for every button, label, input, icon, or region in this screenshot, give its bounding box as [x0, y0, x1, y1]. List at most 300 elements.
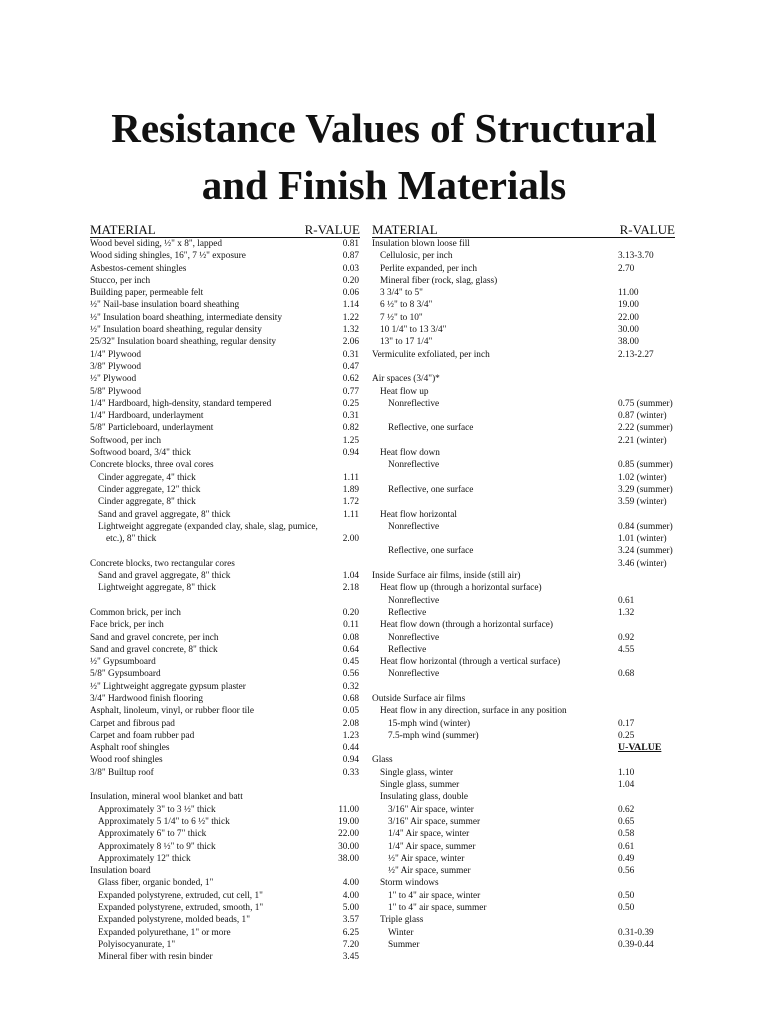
material-label: Perlite expanded, per inch: [380, 263, 478, 274]
r-value-cell: 0.49: [618, 853, 635, 864]
r-value-cell: 4.00: [342, 878, 359, 889]
table-row: [90, 927, 360, 939]
material-label: Asbestos-cement shingles: [90, 263, 187, 274]
table-row: [372, 804, 675, 816]
table-row: [90, 890, 360, 902]
material-label: 5/8" Plywood: [90, 386, 142, 397]
r-value-cell: 3.46 (winter): [618, 558, 667, 569]
material-label: Storm windows: [380, 878, 439, 889]
material-label: ½" Air space, winter: [388, 853, 465, 864]
material-label: Glass: [372, 755, 393, 766]
r-value-cell: 3.57: [342, 915, 359, 926]
material-label: 1/4" Plywood: [90, 349, 142, 360]
right-table: [372, 223, 675, 951]
table-row: [90, 668, 360, 680]
r-value-cell: 0.82: [342, 423, 359, 434]
material-label: 1/4" Air space, summer: [388, 841, 476, 852]
material-label: Approximately 5 1/4" to 6 ½" thick: [98, 816, 230, 827]
material-label: 3/8" Builtup roof: [90, 767, 154, 778]
r-value-cell: 1.11: [343, 472, 359, 483]
r-value-cell: 2.00: [342, 534, 359, 545]
table-row: [90, 693, 360, 705]
material-label: Expanded polystyrene, molded beads, 1": [98, 915, 250, 926]
material-label: Sand and gravel concrete, 8" thick: [90, 644, 218, 655]
r-value-cell: 2.06: [342, 337, 359, 348]
table-row: [372, 730, 675, 742]
table-row: [372, 791, 675, 803]
r-value-cell: 0.32: [342, 681, 359, 692]
table-row: [372, 582, 675, 594]
material-label: 3 3/4" to 5": [380, 288, 423, 299]
table-row: [372, 336, 675, 348]
r-value-cell: 0.20: [342, 607, 359, 618]
material-label: Insulating glass, double: [380, 792, 469, 803]
table-row: [372, 828, 675, 840]
table-row: [90, 804, 360, 816]
r-value-cell: 1.02 (winter): [618, 472, 667, 483]
r-value-cell: 3.24 (summer): [618, 546, 673, 557]
table-row: [372, 656, 675, 668]
r-value-cell: 11.00: [338, 804, 359, 815]
material-label: Reflective, one surface: [388, 546, 474, 557]
table-row: [90, 250, 360, 262]
material-label: Insulation blown loose fill: [372, 239, 470, 249]
material-label: 15-mph wind (winter): [388, 718, 471, 729]
r-value-cell: 0.61: [618, 595, 635, 606]
material-label: Heat flow up (through a horizontal surface): [380, 583, 542, 594]
r-value-cell: 19.00: [618, 300, 639, 311]
r-value-cell: 0.87 (winter): [618, 411, 667, 422]
table-row: [372, 914, 675, 926]
table-row: [372, 619, 675, 631]
table-row: [90, 509, 360, 521]
material-label: ½" Insulation board sheathing, regular density: [90, 325, 262, 336]
material-label: Carpet and fibrous pad: [90, 718, 175, 729]
table-row: [372, 275, 675, 287]
table-row: [372, 250, 675, 262]
table-row: [90, 238, 360, 250]
r-value-cell: 2.70: [618, 263, 635, 274]
table-row: [372, 398, 675, 410]
material-label: Concrete blocks, two rectangular cores: [90, 558, 235, 569]
r-value-cell: 1.22: [342, 312, 359, 323]
table-row: [372, 447, 675, 459]
table-row: [90, 742, 360, 754]
material-label: Sand and gravel aggregate, 8" thick: [98, 571, 231, 582]
material-label: Reflective, one surface: [388, 423, 474, 434]
material-label: Heat flow down: [380, 448, 440, 459]
material-label: Cellulosic, per inch: [380, 251, 453, 262]
r-value-cell: 0.05: [342, 706, 359, 717]
material-label: 1/4" Hardboard, underlayment: [90, 411, 204, 422]
table-row: [90, 422, 360, 434]
r-value-cell: 3.59 (winter): [618, 497, 667, 508]
r-value-cell: 0.81: [342, 239, 359, 249]
table-row: [90, 754, 360, 766]
material-label: Heat flow up: [380, 386, 429, 397]
r-value-cell: 0.25: [342, 398, 359, 409]
r-value-cell: 0.11: [343, 620, 359, 631]
table-row: [90, 718, 360, 730]
material-label: Lightweight aggregate, 8" thick: [98, 583, 216, 594]
r-value-cell: 0.31: [342, 411, 359, 422]
material-label: ½" Plywood: [90, 374, 137, 385]
r-value-cell: 0.56: [618, 866, 635, 877]
table-row: [90, 902, 360, 914]
table-row: [372, 361, 675, 373]
table-row: [90, 447, 360, 459]
material-label: Approximately 3" to 3 ½" thick: [98, 804, 216, 815]
table-row: [372, 521, 675, 533]
table-row: [90, 853, 360, 865]
r-value-cell: 2.08: [342, 718, 359, 729]
material-label: Reflective: [388, 644, 427, 655]
table-row: [90, 312, 360, 324]
r-value-cell: 2.21 (winter): [618, 435, 667, 446]
r-value-cell: 0.85 (summer): [618, 460, 673, 471]
material-label: Asphalt roof shingles: [90, 743, 170, 754]
material-label: 7.5-mph wind (summer): [388, 730, 479, 741]
material-label: Concrete blocks, three oval cores: [90, 460, 214, 471]
table-row: [372, 435, 675, 447]
table-row: [372, 238, 675, 250]
r-value-cell: 0.20: [342, 275, 359, 286]
table-row: [90, 275, 360, 287]
r-value-cell: 0.17: [618, 718, 635, 729]
r-value-cell: 0.94: [342, 755, 359, 766]
material-label: Single glass, summer: [380, 780, 460, 791]
r-value-cell: 0.92: [618, 632, 635, 643]
table-row: [372, 681, 675, 693]
table-row: [90, 816, 360, 828]
material-label: Heat flow horizontal (through a vertical surface): [380, 657, 561, 668]
r-value-cell: 5.00: [342, 903, 359, 914]
table-row: [372, 299, 675, 311]
table-row: [90, 791, 360, 803]
table-row: [372, 607, 675, 619]
r-value-cell: 1.11: [343, 509, 359, 520]
material-label: Expanded polystyrene, extruded, cut cell, 1": [98, 890, 263, 901]
material-label: 3/8" Plywood: [90, 361, 142, 372]
material-label: 7 ½" to 10": [380, 312, 423, 323]
material-label: Reflective: [388, 607, 427, 618]
material-label: 5/8" Particleboard, underlayment: [90, 423, 214, 434]
table-row: [90, 632, 360, 644]
r-value-cell: 0.68: [618, 669, 635, 680]
table-row: [372, 509, 675, 521]
r-value-cell: 1.04: [618, 780, 635, 791]
r-value-cell: 22.00: [338, 829, 359, 840]
table-row: [90, 595, 360, 607]
r-value-cell: 30.00: [338, 841, 359, 852]
left-table-header: [90, 223, 360, 238]
material-label: Wood siding shingles, 16", 7 ½" exposure: [90, 251, 246, 262]
material-column-header: MATERIAL: [90, 222, 156, 237]
table-row: [372, 644, 675, 656]
material-label: Wood roof shingles: [90, 755, 163, 766]
material-label: ½" Gypsumboard: [90, 657, 156, 668]
left-table-rows: [90, 238, 360, 964]
r-value-cell: 11.00: [618, 288, 639, 299]
material-label: 1" to 4" air space, summer: [388, 903, 487, 914]
right-table-header: [372, 223, 675, 238]
r-value-cell: 1.04: [342, 571, 359, 582]
r-value-cell: 30.00: [618, 325, 639, 336]
table-row: [90, 705, 360, 717]
r-value-cell: 3.45: [342, 952, 359, 963]
material-label: 25/32" Insulation board sheathing, regular density: [90, 337, 277, 348]
r-value-column-header: R-VALUE: [619, 222, 675, 237]
r-value-cell: 1.01 (winter): [618, 534, 667, 545]
table-row: [372, 779, 675, 791]
table-row: [372, 386, 675, 398]
r-value-cell: 2.22 (summer): [618, 423, 673, 434]
table-row: [372, 472, 675, 484]
table-row: [372, 533, 675, 545]
r-value-column-header: R-VALUE: [304, 222, 360, 237]
r-value-cell: 0.87: [342, 251, 359, 262]
table-row: [90, 299, 360, 311]
table-row: [90, 545, 360, 557]
r-value-cell: 0.47: [342, 361, 359, 372]
r-value-cell: 0.39-0.44: [618, 939, 654, 950]
table-row: [90, 459, 360, 471]
material-label: Triple glass: [380, 915, 424, 926]
r-value-cell: 0.75 (summer): [618, 398, 673, 409]
material-label: 10 1/4" to 13 3/4": [380, 325, 447, 336]
material-label: 13" to 17 1/4": [380, 337, 433, 348]
table-row: [90, 939, 360, 951]
table-row: [372, 324, 675, 336]
material-label: Heat flow in any direction, surface in any position: [380, 706, 567, 717]
table-row: [372, 890, 675, 902]
r-value-cell: 0.58: [618, 829, 635, 840]
table-row: [90, 828, 360, 840]
material-label: Single glass, winter: [380, 767, 454, 778]
table-row: [372, 632, 675, 644]
table-row: [372, 459, 675, 471]
material-label: Winter: [388, 927, 414, 938]
r-value-cell: 1.25: [342, 435, 359, 446]
r-value-cell: 0.68: [342, 693, 359, 704]
material-label: Insulation board: [90, 866, 151, 877]
r-value-cell: 19.00: [338, 816, 359, 827]
material-label: 1" to 4" air space, winter: [388, 890, 481, 901]
table-row: [372, 754, 675, 766]
material-label: Asphalt, linoleum, vinyl, or rubber floor tile: [90, 706, 254, 717]
r-value-cell: 0.31-0.39: [618, 927, 654, 938]
r-value-cell: 38.00: [618, 337, 639, 348]
table-row: [90, 558, 360, 570]
r-value-cell: 0.45: [342, 657, 359, 668]
table-row: [90, 877, 360, 889]
material-label: Common brick, per inch: [90, 607, 181, 618]
table-row: [372, 496, 675, 508]
material-label: ½" Insulation board sheathing, intermediate density: [90, 312, 283, 323]
table-row: [90, 287, 360, 299]
material-label: 3/16" Air space, summer: [388, 816, 481, 827]
table-row: [90, 767, 360, 779]
table-row: [90, 263, 360, 275]
material-label: Nonreflective: [388, 632, 440, 643]
table-row: [90, 361, 360, 373]
r-value-cell: 2.18: [342, 583, 359, 594]
r-value-cell: 1.72: [342, 497, 359, 508]
material-label: Cinder aggregate, 4" thick: [98, 472, 196, 483]
material-label: Reflective, one surface: [388, 484, 474, 495]
r-value-cell: 4.55: [618, 644, 635, 655]
table-row: [90, 841, 360, 853]
table-row: [372, 693, 675, 705]
table-row: [372, 865, 675, 877]
table-row: [372, 927, 675, 939]
r-value-cell: 0.56: [342, 669, 359, 680]
r-value-cell: 0.64: [342, 644, 359, 655]
material-label: Nonreflective: [388, 521, 440, 532]
material-label: Nonreflective: [388, 398, 440, 409]
material-label: Insulation, mineral wool blanket and batt: [90, 792, 243, 803]
r-value-cell: 0.94: [342, 448, 359, 459]
table-row: [372, 853, 675, 865]
right-table-rows: [372, 238, 675, 951]
r-value-cell: 1.89: [342, 484, 359, 495]
table-row: [372, 841, 675, 853]
material-label: Approximately 8 ½" to 9" thick: [98, 841, 216, 852]
table-row: [90, 324, 360, 336]
material-column-header: MATERIAL: [372, 222, 438, 237]
material-label: Nonreflective: [388, 460, 440, 471]
table-row: [90, 570, 360, 582]
table-row: [90, 656, 360, 668]
material-label: Cinder aggregate, 8" thick: [98, 497, 196, 508]
r-value-cell: 22.00: [618, 312, 639, 323]
material-label: Heat flow horizontal: [380, 509, 457, 520]
table-row: [90, 644, 360, 656]
r-value-cell: 1.14: [342, 300, 359, 311]
table-row: [372, 422, 675, 434]
material-label: 5/8" Gypsumboard: [90, 669, 161, 680]
table-row: [372, 484, 675, 496]
table-row: [372, 349, 675, 361]
table-row: [90, 336, 360, 348]
material-label: Wood bevel siding, ½" x 8", lapped: [90, 239, 223, 249]
r-value-cell: 0.08: [342, 632, 359, 643]
r-value-cell: 3.29 (summer): [618, 484, 673, 495]
r-value-cell: 1.23: [342, 730, 359, 741]
table-row: [90, 410, 360, 422]
material-label: Expanded polyurethane, 1" or more: [98, 927, 231, 938]
table-row: [90, 779, 360, 791]
table-row: [90, 496, 360, 508]
r-value-cell: 0.03: [342, 263, 359, 274]
r-value-cell: 2.13-2.27: [618, 349, 654, 360]
r-value-cell: 0.50: [618, 903, 635, 914]
table-row: [372, 902, 675, 914]
material-label: Air spaces (3/4")*: [372, 374, 440, 385]
r-value-cell: 6.25: [342, 927, 359, 938]
material-label: ½" Air space, summer: [388, 866, 471, 877]
material-label: Softwood board, 3/4" thick: [90, 448, 191, 459]
material-label: Vermiculite exfoliated, per inch: [372, 349, 490, 360]
material-label: Sand and gravel concrete, per inch: [90, 632, 219, 643]
u-value-heading: U-VALUE: [618, 742, 662, 754]
material-label: 3/16" Air space, winter: [388, 804, 474, 815]
table-row: [90, 386, 360, 398]
r-value-cell: 0.33: [342, 767, 359, 778]
material-label: Approximately 6" to 7" thick: [98, 829, 207, 840]
table-row: [372, 939, 675, 951]
table-row: [372, 767, 675, 779]
table-row: [90, 484, 360, 496]
material-label: Glass fiber, organic bonded, 1": [98, 878, 214, 889]
table-row: [372, 718, 675, 730]
r-value-cell: 0.61: [618, 841, 635, 852]
material-label: Polyisocyanurate, 1": [98, 939, 176, 950]
table-row: [90, 607, 360, 619]
r-value-cell: 0.77: [342, 386, 359, 397]
material-label: 6 ½" to 8 3/4": [380, 300, 433, 311]
page-title: [0, 100, 768, 214]
table-row: [90, 582, 360, 594]
table-row: [90, 619, 360, 631]
table-row: [372, 373, 675, 385]
left-table: [90, 223, 360, 964]
material-label: Mineral fiber with resin binder: [98, 952, 213, 963]
table-row: [372, 595, 675, 607]
material-label: Expanded polystyrene, extruded, smooth, 1": [98, 903, 264, 914]
material-label: Summer: [388, 939, 420, 950]
material-label: Nonreflective: [388, 669, 440, 680]
table-row: [372, 705, 675, 717]
r-value-cell: 3.13-3.70: [618, 251, 654, 262]
material-label: Outside Surface air films: [372, 693, 466, 704]
table-row: [372, 545, 675, 557]
table-row: [372, 287, 675, 299]
material-label: ½" Lightweight aggregate gypsum plaster: [90, 681, 246, 692]
r-value-cell: 0.62: [618, 804, 635, 815]
r-value-cell: 38.00: [338, 853, 359, 864]
material-label: Mineral fiber (rock, slag, glass): [380, 275, 498, 286]
table-row: [90, 865, 360, 877]
table-row: [90, 349, 360, 361]
table-row: [372, 816, 675, 828]
material-label: 1/4" Air space, winter: [388, 829, 470, 840]
material-label: Face brick, per inch: [90, 620, 164, 631]
material-label: Building paper, permeable felt: [90, 288, 204, 299]
material-label: Softwood, per inch: [90, 435, 162, 446]
material-label: Carpet and foam rubber pad: [90, 730, 195, 741]
table-row: [90, 533, 360, 545]
material-label: Approximately 12" thick: [98, 853, 191, 864]
table-row: [372, 877, 675, 889]
r-value-cell: 4.00: [342, 890, 359, 901]
material-label: Heat flow down (through a horizontal surface): [380, 620, 553, 631]
r-value-cell: 0.50: [618, 890, 635, 901]
r-value-cell: 0.31: [342, 349, 359, 360]
r-value-cell: 1.32: [618, 607, 635, 618]
material-label: Inside Surface air films, inside (still air): [372, 571, 521, 582]
table-row: [90, 914, 360, 926]
u-value-heading-row: [372, 742, 675, 754]
table-row: [372, 263, 675, 275]
table-row: [90, 951, 360, 963]
material-label: 3/4" Hardwood finish flooring: [90, 693, 204, 704]
r-value-cell: 0.44: [342, 743, 359, 754]
table-row: [90, 472, 360, 484]
r-value-cell: 0.62: [342, 374, 359, 385]
material-label: ½" Nail-base insulation board sheathing: [90, 300, 240, 311]
table-row: [90, 681, 360, 693]
